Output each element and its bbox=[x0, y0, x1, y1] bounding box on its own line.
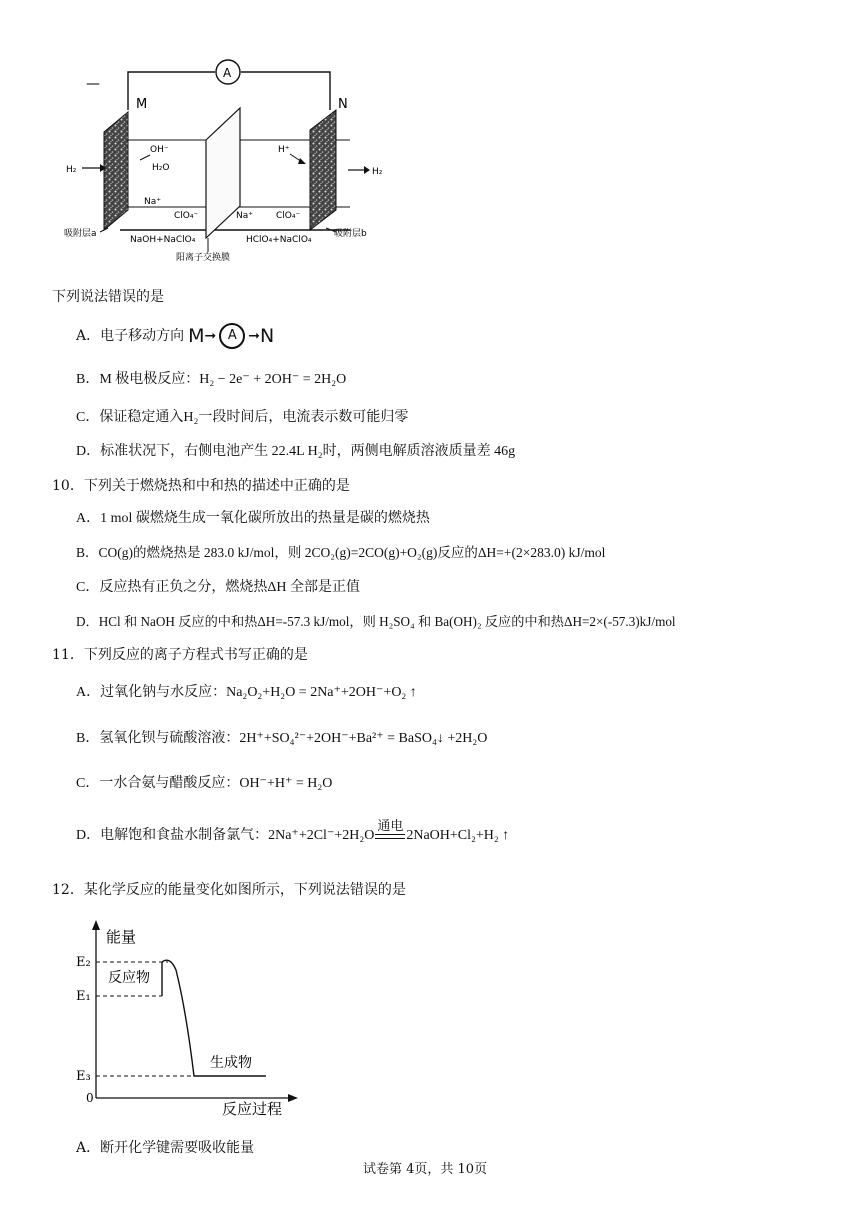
svg-text:Na⁺: Na⁺ bbox=[144, 197, 161, 207]
electrode-n bbox=[310, 110, 336, 230]
q11-option-c: C．一水合氨与醋酸反应：OH⁻+H⁺ = H₂O bbox=[76, 776, 333, 791]
svg-text:H⁺: H⁺ bbox=[278, 145, 290, 155]
product-label: 生成物 bbox=[210, 1055, 252, 1071]
q9-option-d: D．标准状况下，右侧电池产生 22.4L H₂时，两侧电解质溶液质量差 46g bbox=[76, 444, 516, 459]
energy-diagram bbox=[70, 918, 300, 1123]
y-axis-label: 能量 bbox=[106, 928, 137, 946]
q10-option-c: C．反应热有正负之分，燃烧热ΔH 全部是正值 bbox=[76, 580, 360, 595]
e2-label: E₂ bbox=[76, 955, 91, 970]
y-axis-arrow-icon bbox=[92, 920, 100, 930]
ammeter-icon: A bbox=[219, 323, 245, 349]
q9-option-b: B．M 极电极反应：H₂ − 2e⁻ + 2OH⁻ = 2H₂O bbox=[76, 372, 347, 387]
svg-text:H₂: H₂ bbox=[66, 165, 77, 175]
svg-text:A: A bbox=[223, 66, 232, 80]
q9-prompt: 下列说法错误的是 bbox=[52, 289, 164, 305]
arrow-icon: ➞ bbox=[248, 328, 260, 344]
electrolysis-cell-diagram bbox=[60, 52, 400, 266]
q11-option-d: D．电解饱和食盐水制备氯气：2Na⁺+2Cl⁻+2H₂O 通电 2NaOH+Cl₂+H₂ ↑ bbox=[76, 818, 509, 846]
electrode-label-m: M bbox=[136, 97, 148, 112]
reactant-label: 反应物 bbox=[108, 970, 150, 986]
q10-option-d: D．HCl 和 NaOH 反应的中和热ΔH=-57.3 kJ/mol，则 H₂SO₄ 和 Ba(OH)₂ 反应的中和热ΔH=2×(-57.3)kJ/mol bbox=[76, 614, 676, 629]
page-footer: 试卷第 4页，共 10页 bbox=[363, 1162, 488, 1177]
q12-stem: 12．某化学反应的能量变化如图所示，下列说法错误的是 bbox=[52, 882, 406, 898]
electron-flow-m: M bbox=[188, 325, 205, 347]
cation-exchange-membrane bbox=[206, 108, 240, 238]
double-line-icon bbox=[375, 834, 405, 839]
svg-text:HClO₄+NaClO₄: HClO₄+NaClO₄ bbox=[246, 235, 312, 245]
electrode-label-n: N bbox=[338, 97, 348, 112]
e3-label: E₃ bbox=[76, 1069, 91, 1084]
electrolysis-condition: 通电 bbox=[375, 818, 405, 846]
q11-stem: 11．下列反应的离子方程式书写正确的是 bbox=[52, 647, 308, 663]
svg-text:吸附层a: 吸附层a bbox=[64, 229, 97, 239]
q12-option-a: A．断开化学键需要吸收能量 bbox=[76, 1140, 255, 1156]
q10-option-a: A．1 mol 碳燃烧生成一氧化碳所放出的热量是碳的燃烧热 bbox=[76, 511, 430, 526]
q9-option-c: C．保证稳定通入H₂一段时间后，电流表示数可能归零 bbox=[76, 410, 409, 425]
x-axis-arrow-icon bbox=[288, 1094, 298, 1102]
e1-label: E₁ bbox=[76, 989, 91, 1004]
wire-right bbox=[241, 72, 330, 110]
svg-text:OH⁻: OH⁻ bbox=[150, 145, 169, 155]
svg-text:ClO₄⁻: ClO₄⁻ bbox=[276, 211, 301, 221]
svg-text:NaOH+NaClO₄: NaOH+NaClO₄ bbox=[130, 235, 196, 245]
svg-text:Na⁺: Na⁺ bbox=[236, 211, 253, 221]
q10-option-b: B．CO(g)的燃烧热是 283.0 kJ/mol，则 2CO₂(g)=2CO(g)+O₂(g)反应的ΔH=+(2×283.0) kJ/mol bbox=[76, 545, 606, 560]
q9-option-a: A．电子移动方向 M ➞ A ➞ N bbox=[76, 325, 275, 347]
electron-flow-n: N bbox=[260, 325, 275, 347]
svg-text:H₂O: H₂O bbox=[152, 163, 170, 173]
minus-sign: — bbox=[86, 76, 100, 92]
q11-option-a: A．过氧化钠与水反应：Na₂O₂+H₂O = 2Na⁺+2OH⁻+O₂ ↑ bbox=[76, 685, 417, 700]
svg-text:阳离子交换膜: 阳离子交换膜 bbox=[176, 253, 231, 263]
electrode-m bbox=[104, 112, 128, 230]
origin-label: 0 bbox=[86, 1091, 94, 1105]
arrow-icon: ➞ bbox=[204, 328, 217, 344]
q11-option-b: B．氢氧化钡与硫酸溶液：2H⁺+SO₄²⁻+2OH⁻+Ba²⁺ = BaSO₄↓ +2H₂O bbox=[76, 731, 488, 746]
x-axis-label: 反应过程 bbox=[222, 1100, 283, 1118]
svg-text:H₂: H₂ bbox=[372, 167, 383, 177]
q10-stem: 10．下列关于燃烧热和中和热的描述中正确的是 bbox=[52, 478, 350, 494]
svg-text:ClO₄⁻: ClO₄⁻ bbox=[174, 211, 199, 221]
svg-text:吸附层b: 吸附层b bbox=[334, 229, 367, 239]
